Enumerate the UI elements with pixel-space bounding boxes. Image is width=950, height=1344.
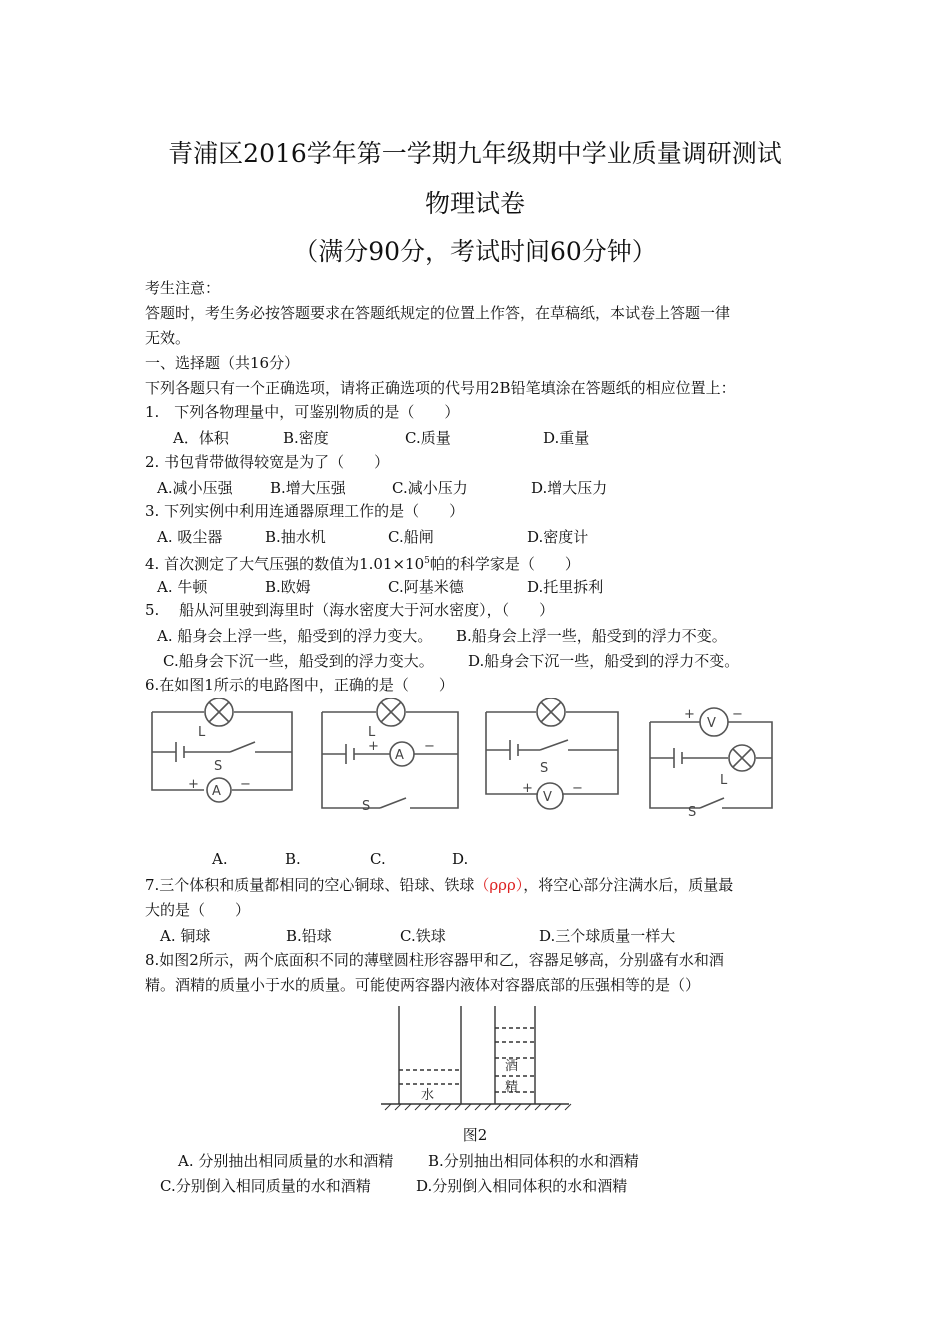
page-title: 青浦区2016学年第一学期九年级期中学业质量调研测试 [168,139,782,168]
q6-option-c[interactable]: C. [370,850,386,868]
alcohol-label-2: 精 [505,1080,519,1095]
figure-1-circuits [140,698,800,828]
q3-option-a[interactable]: A. 吸尘器 [157,528,223,546]
q6-option-b[interactable]: B. [285,850,301,868]
q3-option-b[interactable]: B.抽水机 [265,528,326,546]
q5-option-b[interactable]: B.船身会上浮一些，船受到的浮力不变。 [456,627,727,645]
question-5: 5. 船从河里驶到海里时（海水密度大于河水密度），（ ） [145,601,555,619]
q8-option-a[interactable]: A. 分别抽出相同质量的水和酒精 [178,1152,394,1170]
q5-option-c[interactable]: C.船身会下沉一些，船受到的浮力变大。 [163,652,434,670]
circuit-b [322,698,458,808]
circuit-c-plus: + [522,781,533,796]
q8-option-c[interactable]: C.分别倒入相同质量的水和酒精 [160,1177,371,1195]
question-2: 2. 书包背带做得较宽是为了（ ） [145,453,390,471]
circuit-d-minus: − [732,707,743,722]
q4-exponent: 5 [424,556,430,566]
question-7-line2: 大的是（ ） [145,901,251,919]
question-4 [145,551,580,574]
q1-option-b[interactable]: B.密度 [283,429,329,447]
circuit-b-ammeter-label: A [395,748,404,763]
circuit-a-plus: + [188,777,199,792]
q5-option-d[interactable]: D.船身会下沉一些，船受到的浮力不变。 [468,652,740,670]
q7-text-before: 7.三个体积和质量都相同的空心铜球、铅球、铁球 [145,876,475,894]
q6-option-d[interactable]: D. [452,850,469,868]
score-info: （满分90分，考试时间60分钟） [293,237,657,266]
circuit-c [486,698,618,809]
question-3: 3. 下列实例中利用连通器原理工作的是（ ） [145,502,465,520]
circuit-c-switch-label: S [540,761,549,776]
q4-option-b[interactable]: B.欧姆 [265,578,311,596]
circuit-c-voltmeter-label: V [543,790,552,805]
q1-option-c[interactable]: C.质量 [405,429,451,447]
circuit-a-switch-label: S [214,759,223,774]
q5-option-a[interactable]: A. 船身会上浮一些，船受到的浮力变大。 [157,627,433,645]
figure-2-caption: 图2 [462,1126,488,1144]
notice-text-line1: 答题时，考生务必按答题要求在答题纸规定的位置上作答，在草稿纸，本试卷上答题一律 [145,304,731,322]
q6-option-a[interactable]: A. [212,850,228,868]
q4-option-d[interactable]: D.托里拆利 [527,578,604,596]
q8-option-b[interactable]: B.分别抽出相同体积的水和酒精 [428,1152,639,1170]
section-heading: 一、选择题（共16分） [145,354,300,372]
q1-option-d[interactable]: D.重量 [543,429,590,447]
circuit-a-lamp-label: L [198,725,206,740]
q7-option-a[interactable]: A. 铜球 [160,927,211,945]
circuit-b-switch-label: S [362,799,371,814]
q2-option-c[interactable]: C.减小压力 [392,479,468,497]
circuit-b-lamp-label: L [368,725,376,740]
page-subtitle: 物理试卷 [424,189,525,218]
q4-option-a[interactable]: A. 牛顿 [157,578,208,596]
q7-density-note: （ρρρ） [474,876,524,894]
question-6: 6.在如图1所示的电路图中，正确的是（ ） [145,676,454,694]
circuit-a-ammeter-label: A [212,784,221,799]
q7-text-after: ，将空心部分注满水后，质量最 [523,876,734,894]
q1-option-a[interactable]: A．体积 [173,429,229,447]
circuit-b-minus: − [424,739,435,754]
alcohol-label-1: 酒 [505,1059,519,1074]
q3-option-d[interactable]: D.密度计 [527,528,589,546]
q2-option-a[interactable]: A.减小压强 [157,479,233,497]
circuit-a-minus: − [240,777,251,792]
q4-text-before: 4. 首次测定了大气压强的数值为1.01×10 [145,555,425,573]
question-8-line1: 8.如图2所示，两个底面积不同的薄壁圆柱形容器甲和乙，容器足够高，分别盛有水和酒 [145,951,724,969]
q7-option-c[interactable]: C.铁球 [400,927,446,945]
circuit-d-voltmeter-label: V [707,716,716,731]
q7-option-d[interactable]: D.三个球质量一样大 [539,927,676,945]
q3-option-c[interactable]: C.船闸 [388,528,434,546]
circuit-d-lamp-label: L [720,773,728,788]
q2-option-b[interactable]: B.增大压强 [270,479,346,497]
q7-option-b[interactable]: B.铅球 [286,927,332,945]
circuit-b-plus: + [368,739,379,754]
question-1: 1. 下列各物理量中，可鉴别物质的是（ ） [145,403,460,421]
question-7 [145,875,733,895]
question-8-line2: 精。酒精的质量小于水的质量。可能使两容器内液体对容器底部的压强相等的是（） [145,976,701,994]
q2-option-d[interactable]: D.增大压力 [531,479,608,497]
circuit-c-minus: − [572,781,583,796]
q4-text-after: 帕的科学家是（ ） [429,555,580,573]
figure-2-containers [375,1004,575,1120]
water-label: 水 [421,1088,435,1103]
circuit-a [152,698,292,802]
q4-option-c[interactable]: C.阿基米德 [388,578,464,596]
circuit-d-plus: + [684,707,695,722]
circuit-d-switch-label: S [688,805,697,820]
section-instruction: 下列各题只有一个正确选项，请将正确选项的代号用2B铅笔填涂在答题纸的相应位置上： [145,379,736,397]
notice-text-line2: 无效。 [145,329,191,347]
q8-option-d[interactable]: D.分别倒入相同体积的水和酒精 [416,1177,628,1195]
notice-heading: 考生注意： [145,279,221,297]
